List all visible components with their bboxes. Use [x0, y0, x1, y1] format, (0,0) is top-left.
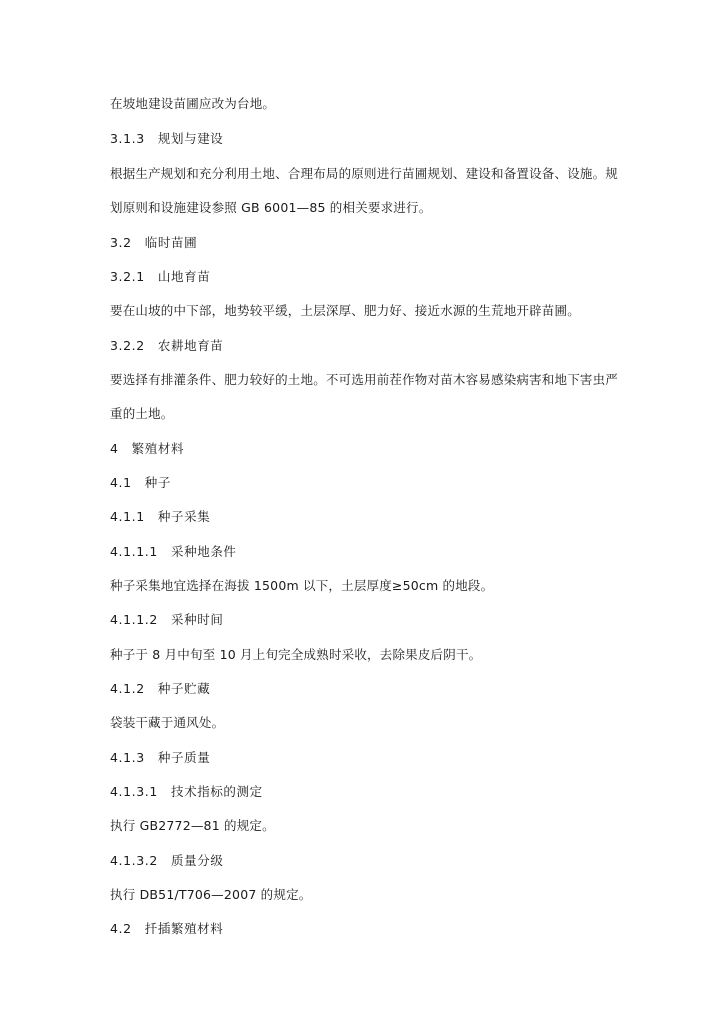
paragraph-line: 种子于 8 月中旬至 10 月上旬完全成熟时采收，去除果皮后阴干。: [110, 647, 482, 662]
section-heading-4-1-3-1: 4.1.3.1 技术指标的测定: [110, 784, 263, 799]
section-heading-3-2-1: 3.2.1 山地育苗: [110, 269, 211, 284]
section-heading-4-1-3: 4.1.3 种子质量: [110, 750, 211, 765]
section-heading-3-2: 3.2 临时苗圃: [110, 235, 198, 250]
paragraph-line: 执行 DB51/T706—2007 的规定。: [110, 887, 312, 902]
section-heading-4: 4 繁殖材料: [110, 441, 185, 456]
section-heading-3-2-2: 3.2.2 农耕地育苗: [110, 338, 224, 353]
paragraph-line: 重的土地。: [110, 406, 174, 421]
paragraph-line: 袋装干藏于通风处。: [110, 715, 225, 730]
paragraph-line: 在坡地建设苗圃应改为台地。: [110, 96, 276, 111]
section-heading-4-2: 4.2 扦插繁殖材料: [110, 921, 224, 936]
paragraph-line: 划原则和设施建设参照 GB 6001—85 的相关要求进行。: [110, 200, 432, 215]
section-heading-4-1: 4.1 种子: [110, 475, 171, 490]
section-heading-4-1-2: 4.1.2 种子贮藏: [110, 681, 211, 696]
paragraph-line: 执行 GB2772—81 的规定。: [110, 818, 275, 833]
section-heading-4-1-1: 4.1.1 种子采集: [110, 509, 211, 524]
section-heading-4-1-3-2: 4.1.3.2 质量分级: [110, 853, 224, 868]
paragraph-line: 要选择有排灌条件、肥力较好的土地。不可选用前茬作物对苗木容易感染病害和地下害虫严: [110, 372, 619, 387]
paragraph-line: 种子采集地宜选择在海拔 1500m 以下，土层厚度≥50cm 的地段。: [110, 578, 494, 593]
paragraph-line: 要在山坡的中下部，地势较平缓，土层深厚、肥力好、接近水源的生荒地开辟苗圃。: [110, 303, 580, 318]
section-heading-3-1-3: 3.1.3 规划与建设: [110, 131, 224, 146]
section-heading-4-1-1-2: 4.1.1.2 采种时间: [110, 612, 224, 627]
paragraph-line: 根据生产规划和充分利用土地、合理布局的原则进行苗圃规划、建设和备置设备、设施。规: [110, 166, 619, 181]
section-heading-4-1-1-1: 4.1.1.1 采种地条件: [110, 544, 237, 559]
